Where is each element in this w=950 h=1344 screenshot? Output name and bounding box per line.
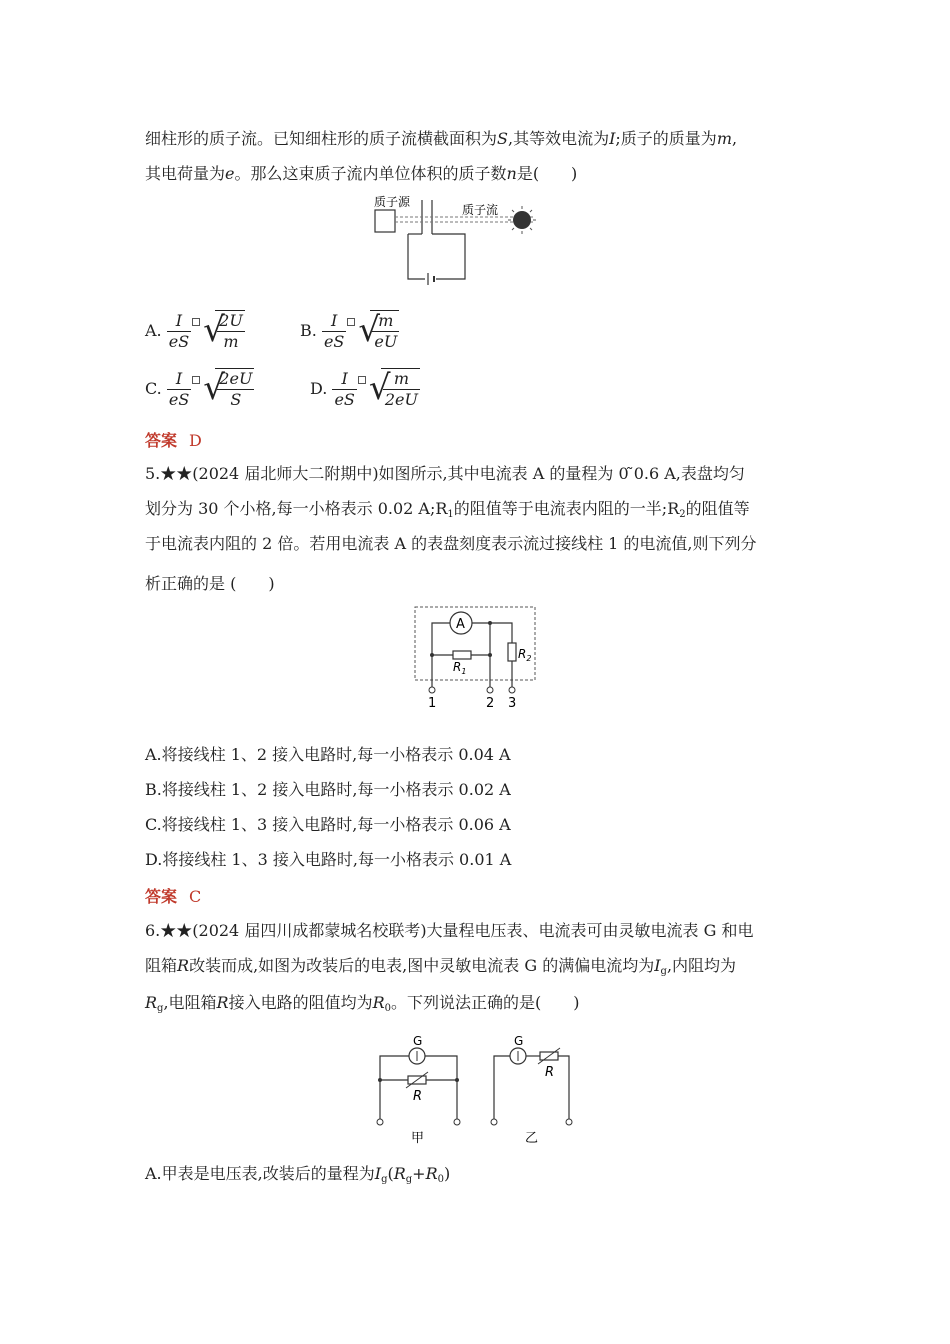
denominator: m: [223, 332, 239, 351]
wire: [425, 1056, 457, 1120]
denominator: eS: [323, 331, 345, 351]
wire: [432, 234, 465, 279]
radical-icon: √: [358, 310, 381, 350]
wire: [432, 623, 450, 655]
numerator: I: [332, 369, 356, 390]
text: ,电阻箱: [163, 993, 217, 1012]
var-r: R: [393, 1164, 406, 1183]
q5-option-d[interactable]: D.将接线柱 1、3 接入电路时,每一小格表示 0.01 A: [145, 850, 512, 869]
sqrt: [358, 310, 399, 352]
text: 接入电路的阻值均为: [228, 993, 373, 1012]
placeholder-box-icon: [347, 318, 355, 326]
option-label: C.: [145, 379, 162, 398]
terminal[interactable]: [454, 1119, 460, 1125]
text: ,: [731, 129, 738, 148]
text: (: [387, 1164, 394, 1183]
placeholder-box-icon: [358, 376, 366, 384]
terminal-label-2: 2: [486, 696, 495, 711]
sqrt: [203, 368, 254, 410]
r2-label: $R_2$: [518, 647, 532, 663]
subscript: 1: [447, 509, 454, 520]
q5-stem-line-4: 析正确的是 ( ): [145, 574, 275, 593]
subscript: 0: [384, 1003, 392, 1014]
fraction: [167, 311, 191, 352]
text: 其电荷量为: [145, 164, 226, 183]
var-i: I: [374, 1164, 382, 1183]
text: 划分为 30 个小格,每一小格表示 0.02 A;R: [145, 499, 448, 518]
subscript: g: [157, 1003, 164, 1014]
numerator: I: [167, 311, 191, 332]
radical-icon: √: [203, 310, 225, 350]
rheostat-label: R: [413, 1089, 423, 1104]
q5-option-c[interactable]: C.将接线柱 1、3 接入电路时,每一小格表示 0.06 A: [145, 815, 511, 834]
text: ;质子的质量为: [615, 129, 717, 148]
numerator: m: [383, 369, 420, 390]
denominator: eS: [168, 331, 190, 351]
text: A.甲表是电压表,改装后的量程为: [145, 1164, 375, 1183]
rheostat-label: R: [545, 1065, 555, 1080]
q4-option-c[interactable]: [145, 368, 254, 410]
q6-stem-line-1: 6.★★(2024 届四川成都蒙城名校联考)大量程电压表、电流表可由灵敏电流表 G 和电: [145, 921, 754, 940]
fraction: [322, 311, 346, 352]
terminal-1[interactable]: [429, 687, 435, 693]
q4-stem-line-1: [145, 128, 737, 150]
numerator: 2eU: [219, 369, 253, 388]
q5-stem-line-3: 于电流表内阻的 2 倍。若用电流表 A 的表盘刻度表示流过接线柱 1 的电流值,则下列分: [145, 534, 757, 553]
subscript: g: [405, 1174, 413, 1185]
var-r: R: [216, 993, 229, 1012]
text: +: [412, 1164, 426, 1183]
meter-conversion-figure: [370, 1030, 585, 1148]
var-r: R: [425, 1164, 438, 1183]
q5-option-a[interactable]: A.将接线柱 1、2 接入电路时,每一小格表示 0.04 A: [145, 745, 511, 764]
text: ,其等效电流为: [507, 129, 610, 148]
text: 细柱形的质子流。已知细柱形的质子流横截面积为: [145, 129, 498, 148]
placeholder-box-icon: [192, 318, 200, 326]
sqrt: [203, 310, 245, 352]
figure-caption-yi: 乙: [525, 1131, 539, 1146]
var-s: S: [497, 129, 508, 148]
resistor-r1: [453, 651, 471, 659]
wire: [380, 1056, 409, 1120]
denominator: eS: [168, 389, 190, 409]
proton-stream-figure: [370, 192, 550, 302]
ammeter-label: A: [456, 617, 465, 632]
var-n: n: [506, 164, 517, 183]
r1-label: $R_1$: [453, 660, 467, 676]
junction-dot: [455, 1078, 459, 1082]
option-label: D.: [310, 379, 328, 398]
galvanometer-label: G: [413, 1034, 423, 1048]
wire: [472, 623, 512, 643]
q4-option-a[interactable]: [145, 310, 245, 352]
var-m: m: [716, 129, 732, 148]
option-label: B.: [300, 321, 317, 340]
source-label: 质子源: [374, 195, 411, 209]
q6-stem-line-3: [145, 992, 580, 1020]
subscript: g: [660, 966, 667, 977]
terminal[interactable]: [566, 1119, 572, 1125]
subscript: 0: [437, 1174, 444, 1185]
denominator: 2eU: [384, 390, 419, 409]
text: 阻箱: [145, 956, 178, 975]
var-r: R: [372, 993, 385, 1012]
galvanometer-label: G: [514, 1034, 524, 1048]
subscript: g: [381, 1174, 388, 1185]
denominator: eS: [334, 389, 355, 409]
ammeter-circuit-figure: [405, 603, 545, 711]
q5-option-b[interactable]: B.将接线柱 1、2 接入电路时,每一小格表示 0.02 A: [145, 780, 511, 799]
junction-dot: [488, 621, 492, 625]
source-cylinder: [375, 210, 395, 232]
answer-value: D: [189, 431, 202, 450]
resistor-r2: [508, 643, 516, 661]
numerator: 2U: [219, 311, 243, 330]
answer-value: C: [189, 887, 202, 906]
sqrt: [369, 368, 420, 410]
q6-stem-line-2: [145, 955, 736, 983]
dashed-box: [415, 607, 535, 680]
placeholder-box-icon: [192, 376, 200, 384]
var-r: R: [145, 993, 158, 1012]
text: 。下列说法正确的是( ): [391, 993, 580, 1012]
numerator: m: [372, 311, 399, 332]
text: 的阻值等: [685, 499, 750, 518]
wire: [558, 1056, 569, 1120]
terminal[interactable]: [377, 1119, 383, 1125]
q6-option-a[interactable]: [145, 1163, 450, 1191]
fraction: [167, 369, 191, 410]
numerator: I: [322, 311, 346, 332]
target-icon: [513, 211, 531, 229]
terminal[interactable]: [491, 1119, 497, 1125]
var-r: R: [177, 956, 190, 975]
text: 改装而成,如图为改装后的电表,图中灵敏电流表 G 的满偏电流均为: [189, 956, 655, 975]
radical-icon: √: [203, 368, 225, 408]
q4-option-b[interactable]: [300, 310, 399, 352]
text: 。那么这束质子流内单位体积的质子数: [234, 164, 507, 183]
var-e: e: [225, 164, 235, 183]
q5-stem-line-2: [145, 498, 750, 526]
q5-answer: [145, 884, 201, 907]
answer-label: 答案: [145, 431, 178, 450]
answer-label: 答案: [145, 887, 178, 906]
q4-answer: [145, 428, 202, 451]
wire: [408, 234, 425, 279]
var-i: I: [654, 956, 661, 975]
wire: [494, 1056, 510, 1120]
var-i: I: [609, 129, 616, 148]
radical-icon: √: [368, 368, 391, 408]
q4-stem-line-2: [145, 163, 577, 185]
text: ): [444, 1164, 451, 1183]
q4-option-d[interactable]: [310, 368, 420, 410]
junction-dot: [378, 1078, 382, 1082]
terminal-3[interactable]: [509, 687, 515, 693]
denominator: S: [230, 390, 242, 409]
denominator: eU: [374, 332, 398, 351]
figure-caption-jia: 甲: [411, 1131, 425, 1146]
text: 的阻值等于电流表内阻的一半;R: [453, 499, 680, 518]
fraction: [332, 369, 356, 410]
q5-stem-line-1: 5.★★(2024 届北师大二附期中)如图所示,其中电流表 A 的量程为 0 ̃0.6 A,表盘均匀: [145, 464, 745, 483]
text: ,内阻均为: [666, 956, 737, 975]
text: 是( ): [516, 164, 578, 183]
terminal-2[interactable]: [487, 687, 493, 693]
terminal-label-1: 1: [428, 696, 437, 711]
numerator: I: [167, 369, 191, 390]
option-label: A.: [145, 321, 162, 340]
stream-label: 质子流: [462, 203, 499, 217]
subscript: 2: [679, 509, 686, 520]
terminal-label-3: 3: [508, 696, 517, 711]
